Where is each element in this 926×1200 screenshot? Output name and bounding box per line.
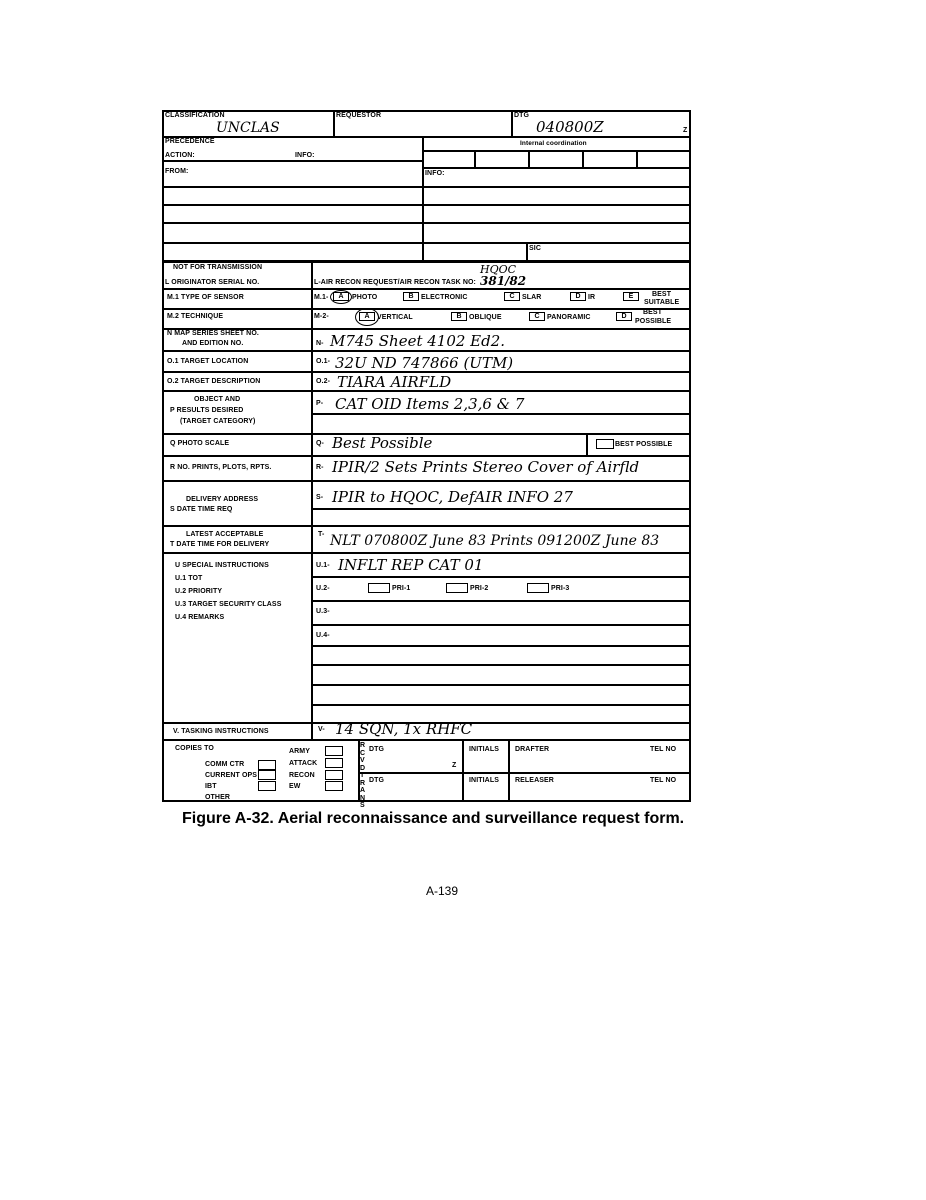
rcvd-dtg-z: Z — [452, 762, 457, 769]
m1-d-checkbox[interactable]: D — [570, 292, 586, 301]
o2-label: O.2 TARGET DESCRIPTION — [167, 378, 261, 385]
rcvd-dtg-label: DTG — [369, 746, 385, 753]
u3-field: U.3- — [316, 608, 330, 615]
page-number: A-139 — [426, 884, 459, 898]
m2-b-label: OBLIQUE — [469, 314, 502, 321]
rcvd-initials-label: INITIALS — [469, 746, 499, 753]
m1-e-suitable: SUITABLE — [644, 299, 680, 306]
u2-pri2-label: PRI-2 — [470, 585, 489, 592]
s-field: S- — [316, 494, 324, 501]
v-value[interactable]: 14 SQN, 1x RHFC — [335, 720, 473, 738]
q-best-possible-label: BEST POSSIBLE — [615, 441, 673, 448]
copies-comm-ctr: COMM CTR — [205, 761, 245, 768]
copies-to-label: COPIES TO — [175, 745, 214, 752]
u-label: U SPECIAL INSTRUCTIONS — [175, 562, 269, 569]
m1-b-label: ELECTRONIC — [421, 294, 468, 301]
r-field: R- — [316, 464, 324, 471]
p-label-3: (TARGET CATEGORY) — [180, 418, 256, 425]
v-field: V- — [318, 726, 325, 733]
m2-a-checkbox[interactable]: A — [359, 312, 375, 321]
m1-d-label: IR — [588, 294, 596, 301]
comm-ctr-checkbox[interactable] — [258, 760, 276, 770]
copies-attack: ATTACK — [289, 760, 318, 767]
o1-label: O.1 TARGET LOCATION — [167, 358, 249, 365]
u4-label: U.4 REMARKS — [175, 614, 225, 621]
m2-field: M-2- — [314, 313, 329, 320]
t-value[interactable]: NLT 070800Z June 83 Prints 091200Z June 83 — [330, 533, 660, 549]
s-label-2: S DATE TIME REQ — [170, 506, 233, 513]
o1-value[interactable]: 32U ND 747866 (UTM) — [335, 354, 514, 372]
trans-dtg-label: DTG — [369, 777, 385, 784]
p-label-2: P RESULTS DESIRED — [170, 407, 244, 414]
m1-field: M.1- — [314, 294, 329, 301]
not-for-transmission-label: NOT FOR TRANSMISSION — [173, 264, 263, 271]
precedence-label: PRECEDENCE — [165, 138, 215, 145]
copies-ibt: IBT — [205, 783, 217, 790]
m2-c-label: PANORAMIC — [547, 314, 591, 321]
recon-checkbox[interactable] — [325, 770, 343, 780]
o2-value[interactable]: TIARA AIRFLD — [337, 373, 452, 391]
n-field: N- — [316, 340, 324, 347]
m1-a-checkbox[interactable]: A — [333, 292, 349, 301]
n-label-2: AND EDITION NO. — [182, 340, 244, 347]
army-checkbox[interactable] — [325, 746, 343, 756]
m2-d-possible: POSSIBLE — [635, 318, 672, 325]
drafter-label: DRAFTER — [515, 746, 550, 753]
u2-label: U.2 PRIORITY — [175, 588, 223, 595]
releaser-label: RELEASER — [515, 777, 554, 784]
classification-value[interactable]: UNCLAS — [216, 120, 280, 136]
copies-army: ARMY — [289, 748, 311, 755]
s-label-1: DELIVERY ADDRESS — [186, 496, 259, 503]
m2-d-label: BEST — [643, 309, 663, 316]
internal-coordination-label: Internal coordination — [520, 140, 587, 147]
releaser-tel-label: TEL NO — [650, 777, 677, 784]
l-label: L ORIGINATOR SERIAL NO. — [165, 279, 260, 286]
trans-label: TRANS — [360, 772, 366, 809]
r-label: R NO. PRINTS, PLOTS, RPTS. — [170, 464, 272, 471]
dtg-value[interactable]: 040800Z — [536, 118, 604, 136]
l-value-top[interactable]: HQOC — [480, 263, 517, 276]
rcvd-label: RCVD — [360, 742, 366, 772]
classification-label: CLASSIFICATION — [165, 112, 225, 119]
copies-other: OTHER — [205, 794, 230, 801]
ibt-checkbox[interactable] — [258, 781, 276, 791]
q-best-possible-checkbox[interactable] — [596, 439, 614, 449]
ew-checkbox[interactable] — [325, 781, 343, 791]
u3-label: U.3 TARGET SECURITY CLASS — [175, 601, 282, 608]
m1-label: M.1 TYPE OF SENSOR — [167, 294, 244, 301]
copies-ew: EW — [289, 783, 301, 790]
u2-pri3-label: PRI-3 — [551, 585, 570, 592]
info2-label: INFO: — [425, 170, 445, 177]
sic-label: SIC — [529, 245, 541, 252]
u1-value[interactable]: INFLT REP CAT 01 — [338, 556, 484, 574]
o2-field: O.2- — [316, 378, 331, 385]
v-label: V. TASKING INSTRUCTIONS — [173, 728, 269, 735]
q-value[interactable]: Best Possible — [332, 434, 433, 452]
l-value[interactable]: 381/82 — [480, 274, 527, 288]
m1-c-label: SLAR — [522, 294, 542, 301]
dtg-suffix: Z — [683, 127, 688, 134]
l-field-label: L-AIR RECON REQUEST/AIR RECON TASK NO: — [314, 279, 476, 286]
p-field: P- — [316, 400, 324, 407]
q-field: Q- — [316, 440, 324, 447]
n-label-1: N MAP SERIES SHEET NO. — [167, 330, 259, 337]
from-label: FROM: — [165, 168, 189, 175]
m1-b-checkbox[interactable]: B — [403, 292, 419, 301]
r-value[interactable]: IPIR/2 Sets Prints Stereo Cover of Airfld — [332, 458, 640, 476]
m2-d-checkbox[interactable]: D — [616, 312, 632, 321]
u2-pri1-checkbox[interactable] — [368, 583, 390, 593]
t-field: T- — [318, 531, 325, 538]
attack-checkbox[interactable] — [325, 758, 343, 768]
m2-b-checkbox[interactable]: B — [451, 312, 467, 321]
u2-pri1-label: PRI-1 — [392, 585, 411, 592]
m1-e-checkbox[interactable]: E — [623, 292, 639, 301]
copies-recon: RECON — [289, 772, 315, 779]
m1-a-label: PHOTO — [352, 294, 378, 301]
m1-c-checkbox[interactable]: C — [504, 292, 520, 301]
o1-field: O.1- — [316, 358, 331, 365]
u2-field: U.2- — [316, 585, 330, 592]
u2-pri2-checkbox[interactable] — [446, 583, 468, 593]
drafter-tel-label: TEL NO — [650, 746, 677, 753]
dtg-label: DTG — [514, 112, 530, 119]
t-label-1: LATEST ACCEPTABLE — [186, 531, 264, 538]
s-value[interactable]: IPIR to HQOC, DefAIR INFO 27 — [332, 488, 573, 506]
copies-current-ops: CURRENT OPS — [205, 772, 258, 779]
t-label-2: T DATE TIME FOR DELIVERY — [170, 541, 270, 548]
m2-a-label: VERTICAL — [377, 314, 413, 321]
n-value[interactable]: M745 Sheet 4102 Ed2. — [330, 332, 506, 350]
m1-e-label: BEST — [652, 291, 672, 298]
u4-field: U.4- — [316, 632, 330, 639]
u1-label: U.1 TOT — [175, 575, 203, 582]
u1-field: U.1- — [316, 562, 330, 569]
current-ops-checkbox[interactable] — [258, 770, 276, 780]
requestor-label: REQUESTOR — [336, 112, 382, 119]
p-label-1: OBJECT AND — [194, 396, 241, 403]
m2-label: M.2 TECHNIQUE — [167, 313, 224, 320]
m2-c-checkbox[interactable]: C — [529, 312, 545, 321]
figure-caption: Figure A-32. Aerial reconnaissance and surveillance request form. — [182, 810, 685, 827]
p-value[interactable]: CAT OID Items 2,3,6 & 7 — [335, 395, 525, 413]
q-label: Q PHOTO SCALE — [170, 440, 230, 447]
u2-pri3-checkbox[interactable] — [527, 583, 549, 593]
info-label: INFO: — [295, 152, 315, 159]
trans-initials-label: INITIALS — [469, 777, 499, 784]
action-label: ACTION: — [165, 152, 195, 159]
